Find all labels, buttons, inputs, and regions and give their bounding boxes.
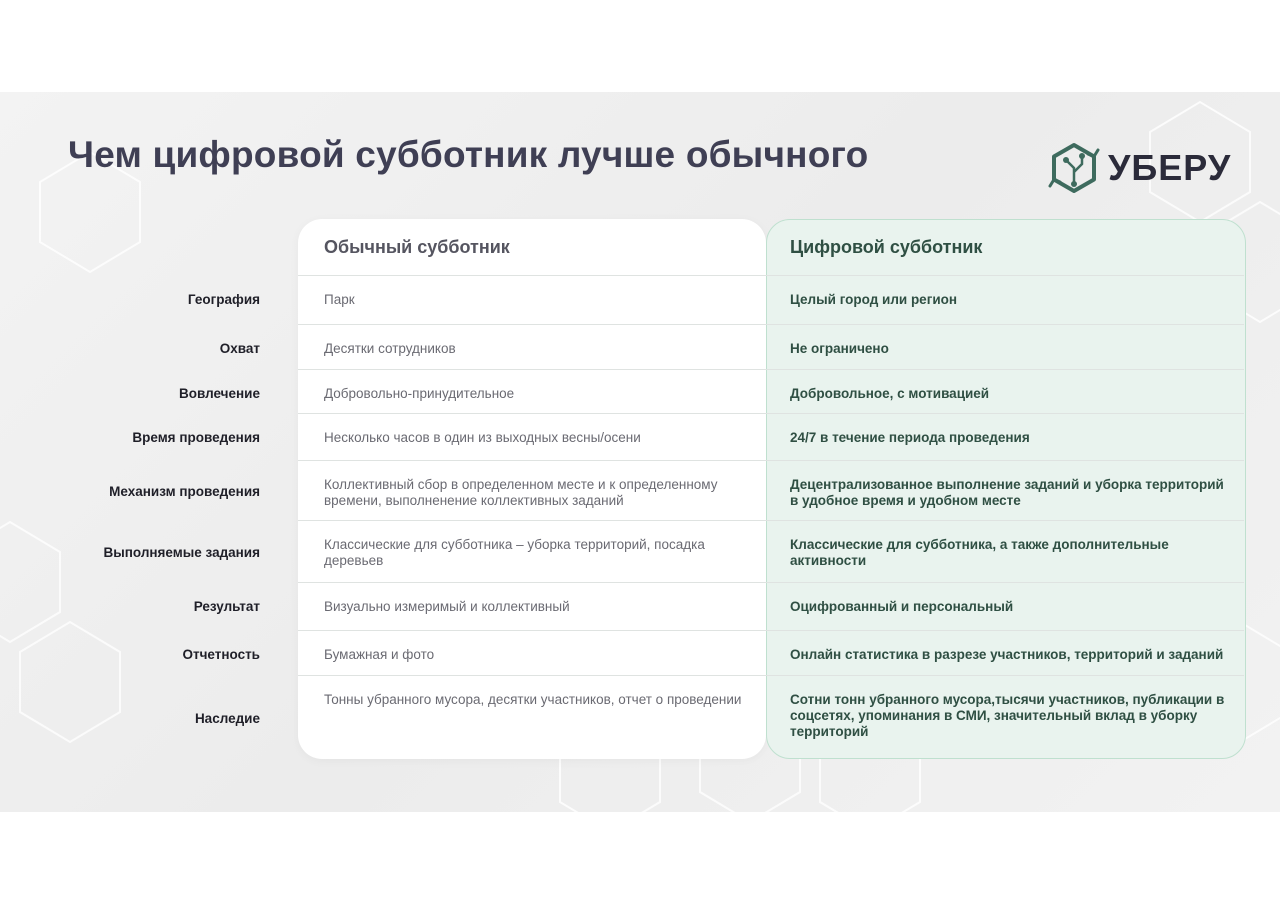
row-divider xyxy=(298,369,1244,370)
digital-cell: Сотни тонн убранного мусора,тысячи участников, публикации в соцсетях, упоминания в СМИ, значительный вклад в уборку территорий xyxy=(790,692,1225,739)
logo xyxy=(1048,142,1231,194)
column-header-regular: Обычный субботник xyxy=(324,236,510,257)
table-row xyxy=(0,369,1280,413)
row-divider xyxy=(298,675,1244,676)
recycle-circuit-icon xyxy=(1048,142,1100,194)
table-row xyxy=(0,630,1280,675)
regular-cell: Десятки сотрудников xyxy=(324,341,456,356)
digital-cell: Оцифрованный и персональный xyxy=(790,599,1014,614)
logo-text: УБЕРУ xyxy=(1108,147,1232,188)
regular-cell: Добровольно-принудительное xyxy=(324,386,515,401)
row-divider xyxy=(298,413,1244,414)
digital-cell: Целый город или регион xyxy=(790,292,958,307)
table-row xyxy=(0,413,1280,460)
digital-cell: Не ограничено xyxy=(790,341,889,356)
table-row xyxy=(0,460,1280,520)
digital-cell: 24/7 в течение периода проведения xyxy=(790,430,1030,445)
column-header-digital: Цифровой субботник xyxy=(790,236,983,257)
regular-cell: Бумажная и фото xyxy=(324,647,435,662)
table-row xyxy=(0,582,1280,630)
table-row xyxy=(0,520,1280,582)
digital-cell: Децентрализованное выполнение заданий и уборка территорий в удобное время и удобном месте xyxy=(790,477,1224,508)
row-label: Выполняемые задания xyxy=(103,545,260,560)
table-row xyxy=(0,324,1280,369)
regular-cell: Коллективный сбор в определенном месте и к определенному времени, выполненение коллективных заданий xyxy=(324,477,718,508)
row-label: География xyxy=(187,292,260,307)
row-divider xyxy=(298,275,1244,276)
row-label: Наследие xyxy=(194,711,260,726)
row-label: Результат xyxy=(193,599,260,614)
regular-cell: Тонны убранного мусора, десятки участников, отчет о проведении xyxy=(324,692,742,707)
regular-cell: Парк xyxy=(324,292,355,307)
table-row xyxy=(0,275,1280,324)
row-label: Отчетность xyxy=(182,647,260,662)
slide xyxy=(0,92,1280,812)
page-title: Чем цифровой субботник лучше обычного xyxy=(68,134,869,175)
table-row xyxy=(0,675,1280,759)
digital-cell: Классические для субботника, а также дополнительные активности xyxy=(790,537,1169,568)
row-divider xyxy=(298,324,1244,325)
row-label: Вовлечение xyxy=(179,386,260,401)
regular-cell: Несколько часов в один из выходных весны/осени xyxy=(324,430,641,445)
digital-cell: Добровольное, с мотивацией xyxy=(790,386,990,401)
row-divider xyxy=(298,520,1244,521)
row-divider xyxy=(298,582,1244,583)
regular-cell: Классические для субботника – уборка территорий, посадка деревьев xyxy=(324,537,705,568)
row-label: Охват xyxy=(219,341,260,356)
row-label: Механизм проведения xyxy=(109,484,260,499)
regular-cell: Визуально измеримый и коллективный xyxy=(324,599,570,614)
row-divider xyxy=(298,460,1244,461)
row-label: Время проведения xyxy=(132,430,260,445)
row-divider xyxy=(298,630,1244,631)
digital-cell: Онлайн статистика в разрезе участников, территорий и заданий xyxy=(790,647,1224,662)
